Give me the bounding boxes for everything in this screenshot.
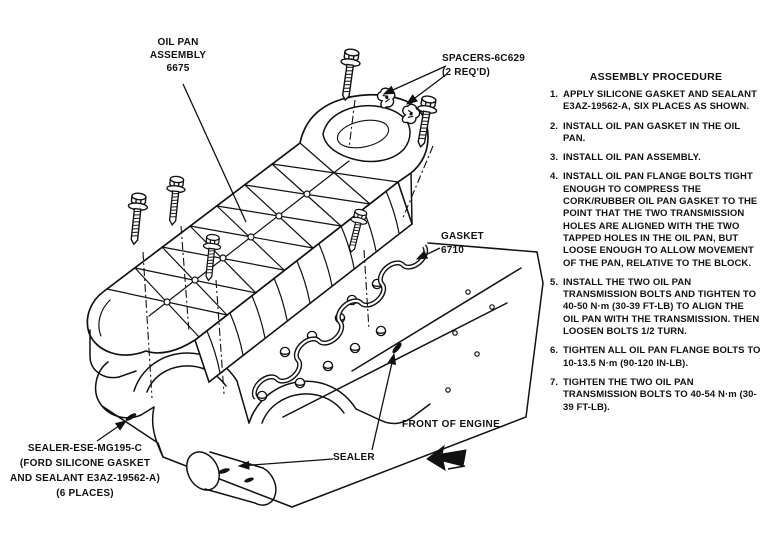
label-sealer-detail — [0, 441, 170, 501]
leader-sealer-2 — [239, 459, 333, 466]
label-line: 6675 — [166, 63, 190, 74]
procedure-step — [550, 152, 762, 164]
step-text: INSTALL OIL PAN FLANGE BOLTS TIGHT ENOUGH TO COMPRESS THE CORK/RUBBER OIL PAN GASKET TO THE POINT THAT THE TWO TRANSMISSION HOLES ARE ALIGNED WITH THE TWO TAPPED HOLES IN THE OIL PAN, BUT LOOSE ENOUGH TO ALLOW MOVEMENT OF THE PAN, RELATIVE TO THE BLOCK. — [563, 171, 758, 269]
step-number: 3. — [550, 152, 559, 164]
step-text: INSTALL OIL PAN GASKET IN THE OIL PAN. — [563, 120, 741, 144]
label-line: SEALER-ESE-MG195-C — [27, 443, 143, 454]
step-number: 4. — [550, 171, 559, 183]
label-line: AND SEALANT E3AZ-19562-A) — [9, 473, 161, 484]
label-line: OIL PAN — [157, 37, 199, 48]
bolt-icon — [336, 48, 362, 101]
leader-oil-pan — [183, 84, 246, 222]
procedure-steps — [550, 89, 762, 414]
step-number: 6. — [550, 345, 559, 357]
step-number: 7. — [550, 376, 559, 388]
label-sealer: SEALER — [333, 452, 375, 463]
front-of-engine-arrow-icon — [427, 446, 466, 470]
step-number: 5. — [550, 276, 559, 288]
procedure-step — [550, 345, 762, 370]
label-line: ASSEMBLY — [149, 50, 207, 61]
assembly-procedure — [550, 71, 762, 421]
step-number: 1. — [550, 89, 559, 100]
step-text: INSTALL OIL PAN ASSEMBLY. — [563, 152, 701, 164]
leader-sealer-detail — [97, 421, 126, 441]
leader-sealer-1 — [372, 354, 394, 450]
label-line: (2 REQ'D) — [442, 67, 491, 78]
procedure-step — [550, 89, 762, 114]
plate-holes — [446, 290, 494, 392]
label-line: SPACERS-6C629 — [442, 53, 526, 64]
bolt-icon — [124, 192, 148, 245]
leader-gasket — [417, 248, 440, 259]
label-line: 6710 — [441, 245, 465, 256]
label-oil-pan-assembly — [118, 36, 238, 75]
step-text: APPLY SILICONE GASKET AND SEALANT E3AZ-19562-A, SIX PLACES AS SHOWN. — [563, 89, 758, 113]
procedure-step — [550, 121, 762, 146]
label-front-of-engine: FRONT OF ENGINE — [402, 419, 501, 430]
step-text: INSTALL THE TWO OIL PAN TRANSMISSION BOLTS AND TIGHTEN TO 40-50 N·m (30-39 FT-LB) TO ALIGN THE OIL PAN WITH THE TRANSMISSION. THEN LOOSEN BOLTS 1/2 TURN. — [563, 276, 760, 338]
step-text: TIGHTEN THE TWO OIL PAN TRANSMISSION BOLTS TO 40-54 N·m (30-39 FT-LB). — [563, 376, 757, 413]
procedure-title: ASSEMBLY PROCEDURE — [589, 71, 723, 83]
label-line: GASKET — [441, 231, 484, 242]
step-number: 2. — [550, 120, 559, 132]
label-line: (6 PLACES) — [56, 488, 114, 499]
procedure-step — [550, 171, 762, 269]
label-line: (FORD SILICONE GASKET — [19, 458, 151, 469]
cylinder-boss — [180, 446, 275, 505]
step-text: TIGHTEN ALL OIL PAN FLANGE BOLTS TO 10-13.5 N·m (90-120 IN-LB). — [563, 345, 761, 369]
bolt-icon — [163, 176, 186, 226]
label-spacers — [442, 52, 525, 80]
leader-spacer-1 — [384, 66, 446, 94]
procedure-step — [550, 377, 762, 414]
label-gasket — [441, 230, 484, 258]
procedure-step — [550, 277, 762, 338]
